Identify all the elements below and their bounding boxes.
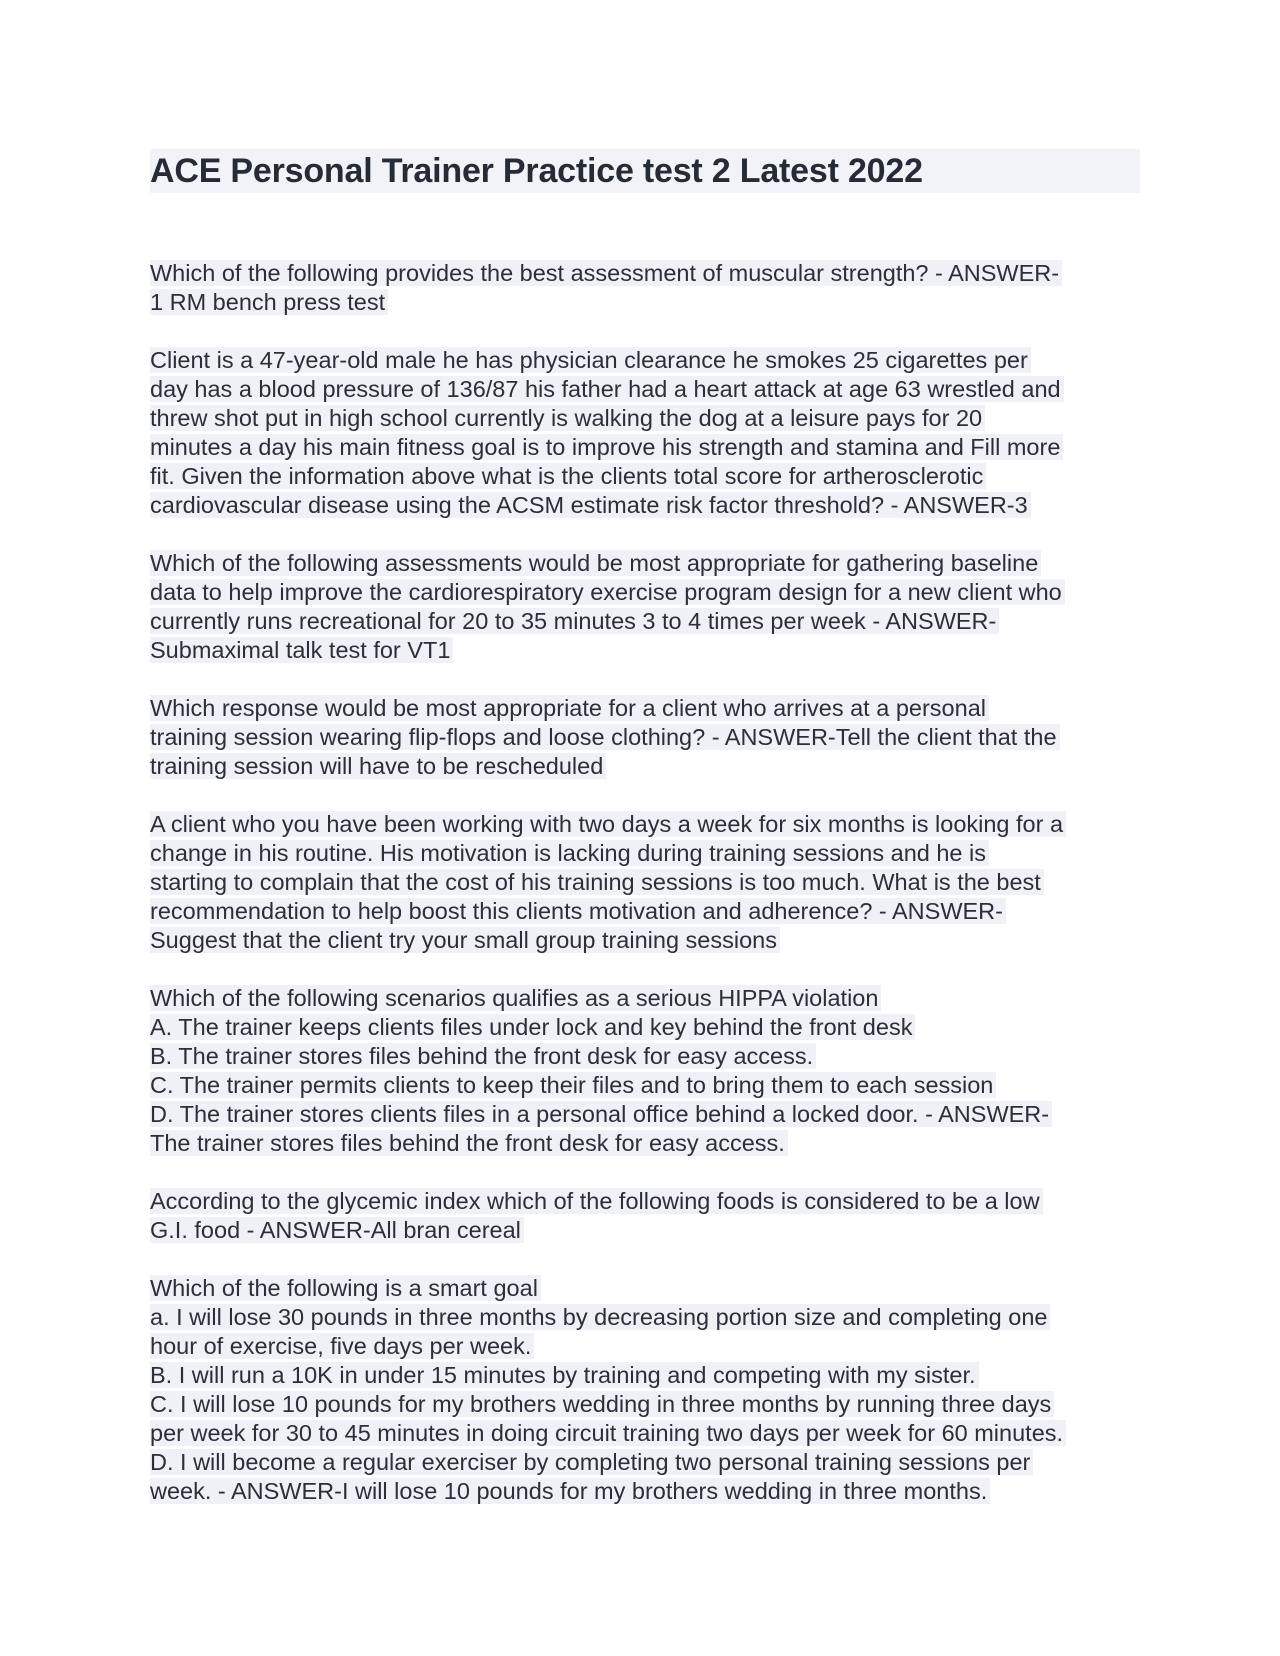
text-line (150, 462, 1140, 491)
text-line (150, 1071, 1140, 1100)
text-line (150, 1361, 1140, 1390)
text-line-content: The trainer stores files behind the front desk for easy access. (150, 1130, 788, 1156)
text-line-content: hour of exercise, five days per week. (150, 1333, 534, 1359)
text-line (150, 1100, 1140, 1129)
text-line-content: A. The trainer keeps clients files under lock and key behind the front desk (150, 1014, 915, 1040)
text-line-content: Which of the following is a smart goal (150, 1275, 541, 1301)
text-line (150, 346, 1140, 375)
text-line-content: Submaximal talk test for VT1 (150, 637, 453, 663)
text-line (150, 897, 1140, 926)
text-line (150, 1448, 1140, 1477)
question-list (150, 259, 1140, 1506)
text-line (150, 723, 1140, 752)
text-line-content: cardiovascular disease using the ACSM estimate risk factor threshold? - ANSWER-3 (150, 492, 1031, 518)
text-line-content: starting to complain that the cost of his training sessions is too much. What is the best (150, 869, 1044, 895)
text-line-content: B. I will run a 10K in under 15 minutes by training and competing with my sister. (150, 1362, 979, 1388)
text-line (150, 1419, 1140, 1448)
question-block (150, 1187, 1140, 1245)
text-line (150, 636, 1140, 665)
text-line-content: minutes a day his main fitness goal is to improve his strength and stamina and Fill more (150, 434, 1063, 460)
text-line-content: G.I. food - ANSWER-All bran cereal (150, 1217, 524, 1243)
text-line-content: Client is a 47-year-old male he has physician clearance he smokes 25 cigarettes per (150, 347, 1031, 373)
text-line (150, 868, 1140, 897)
text-line (150, 288, 1140, 317)
question-block (150, 549, 1140, 665)
text-line-content: D. The trainer stores clients files in a personal office behind a locked door. - ANSWER- (150, 1101, 1052, 1127)
text-line (150, 1274, 1140, 1303)
text-line (150, 1129, 1140, 1158)
question-block (150, 810, 1140, 955)
text-line (150, 1332, 1140, 1361)
text-line-content: Which of the following assessments would be most appropriate for gathering baseline (150, 550, 1041, 576)
text-line (150, 1042, 1140, 1071)
text-line-content: week. - ANSWER-I will lose 10 pounds for my brothers wedding in three months. (150, 1478, 990, 1504)
text-line-content: D. I will become a regular exerciser by completing two personal training sessions per (150, 1449, 1033, 1475)
text-line (150, 578, 1140, 607)
text-line-content: change in his routine. His motivation is lacking during training sessions and he is (150, 840, 989, 866)
document-page (150, 149, 1140, 1535)
question-block (150, 259, 1140, 317)
text-line-content: data to help improve the cardiorespiratory exercise program design for a new client who (150, 579, 1065, 605)
text-line (150, 810, 1140, 839)
text-line (150, 926, 1140, 955)
text-line (150, 549, 1140, 578)
text-line-content: Which of the following scenarios qualifies as a serious HIPPA violation (150, 985, 881, 1011)
text-line-content: A client who you have been working with two days a week for six months is looking for a (150, 811, 1066, 837)
text-line (150, 1216, 1140, 1245)
text-line (150, 1477, 1140, 1506)
question-block (150, 346, 1140, 520)
text-line-content: day has a blood pressure of 136/87 his father had a heart attack at age 63 wrestled and (150, 376, 1064, 402)
text-line-content: According to the glycemic index which of the following foods is considered to be a low (150, 1188, 1043, 1214)
question-block (150, 1274, 1140, 1506)
text-line (150, 491, 1140, 520)
text-line (150, 1390, 1140, 1419)
text-line-content: C. The trainer permits clients to keep their files and to bring them to each session (150, 1072, 996, 1098)
text-line-content: Which of the following provides the best assessment of muscular strength? - ANSWER- (150, 260, 1062, 286)
text-line-content: a. I will lose 30 pounds in three months by decreasing portion size and completing one (150, 1304, 1050, 1330)
text-line-content: per week for 30 to 45 minutes in doing circuit training two days per week for 60 minutes. (150, 1420, 1066, 1446)
text-line (150, 1303, 1140, 1332)
text-line-content: threw shot put in high school currently is walking the dog at a leisure pays for 20 (150, 405, 985, 431)
question-block (150, 694, 1140, 781)
text-line (150, 404, 1140, 433)
text-line-content: recommendation to help boost this clients motivation and adherence? - ANSWER- (150, 898, 1006, 924)
text-line (150, 607, 1140, 636)
text-line-content: B. The trainer stores files behind the front desk for easy access. (150, 1043, 816, 1069)
text-line-content: Suggest that the client try your small group training sessions (150, 927, 780, 953)
text-line (150, 1013, 1140, 1042)
text-line (150, 375, 1140, 404)
text-line-content: currently runs recreational for 20 to 35 minutes 3 to 4 times per week - ANSWER- (150, 608, 999, 634)
text-line (150, 839, 1140, 868)
text-line-content: training session will have to be rescheduled (150, 753, 606, 779)
text-line-content: 1 RM bench press test (150, 289, 388, 315)
text-line (150, 1187, 1140, 1216)
text-line (150, 752, 1140, 781)
text-line-content: C. I will lose 10 pounds for my brothers wedding in three months by running three days (150, 1391, 1054, 1417)
question-block (150, 984, 1140, 1158)
document-title: ACE Personal Trainer Practice test 2 Latest 2022 (150, 152, 923, 190)
text-line-content: training session wearing flip-flops and loose clothing? - ANSWER-Tell the client that the (150, 724, 1060, 750)
text-line (150, 433, 1140, 462)
text-line (150, 984, 1140, 1013)
text-line (150, 694, 1140, 723)
text-line-content: Which response would be most appropriate for a client who arrives at a personal (150, 695, 989, 721)
text-line-content: fit. Given the information above what is the clients total score for artherosclerotic (150, 463, 986, 489)
title-band (150, 149, 1140, 193)
text-line (150, 259, 1140, 288)
